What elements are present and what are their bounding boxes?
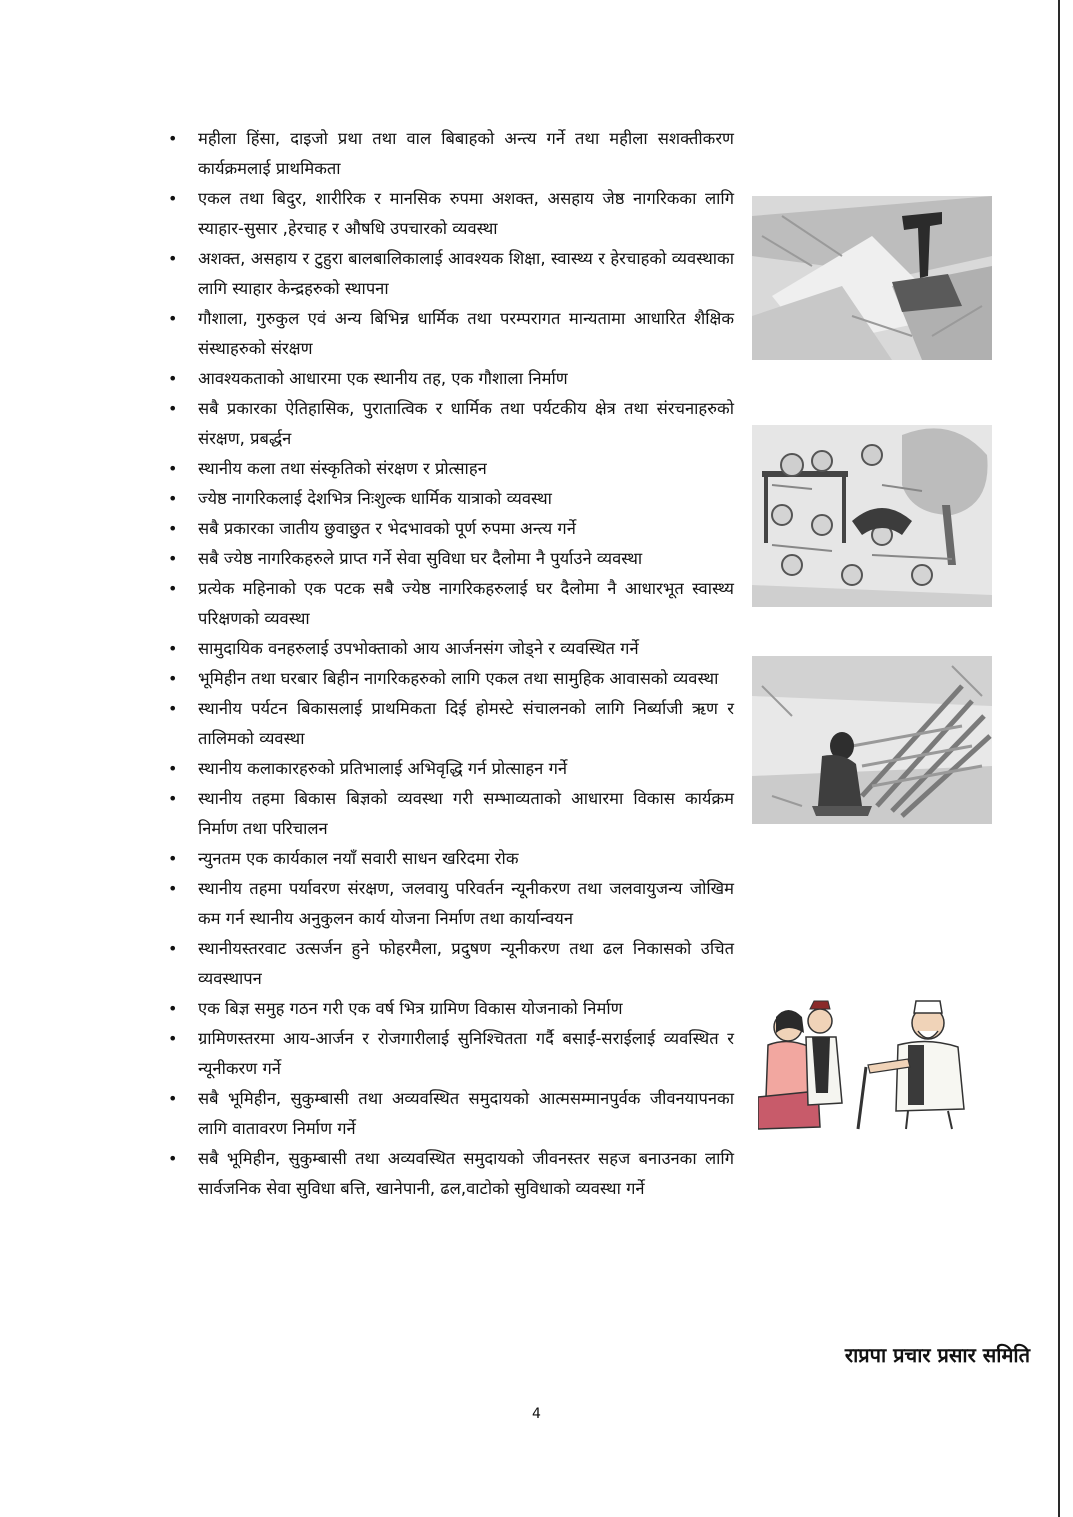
list-item: • महीला हिंसा, दाइजो प्रथा तथा वाल बिबाहको अन्त्य गर्ने तथा महीला सशक्तीकरण कार्यक्रमलाई प्राथमिकता [168, 124, 734, 184]
list-item: • सबै प्रकारका जातीय छुवाछुत र भेदभावको पूर्ण रुपमा अन्त्य गर्ने [168, 514, 734, 544]
list-item: • प्रत्येक महिनाको एक पटक सबै ज्येष्ठ नागरिकहरुलाई घर दैलोमा नै आधारभूत स्वास्थ्य परिक्षणको व्यवस्था [168, 574, 734, 634]
page-number: 4 [532, 1406, 541, 1422]
list-item: • सबै भूमिहीन, सुकुम्बासी तथा अव्यवस्थित समुदायको जीवनस्तर सहज बनाउनका लागि सार्वजनिक सेवा सुविधा बत्ति, खानेपानी, ढल,वाटोको सुविधाको व्यवस्था गर्ने [168, 1144, 734, 1204]
list-item: • स्थानीयस्तरवाट उत्सर्जन हुने फोहरमैला, प्रदुषण न्यूनीकरण तथा ढल निकासको उचित व्यवस्थापन [168, 934, 734, 994]
list-item: • स्थानीय पर्यटन बिकासलाई प्राथमिकता दिई होमस्टे संचालनको लागि निर्ब्याजी ऋण र तालिमको व्यवस्था [168, 694, 734, 754]
list-item: • आवश्यकताको आधारमा एक स्थानीय तह, एक गौशाला निर्माण [168, 364, 734, 394]
elderly-people-sketch-image [758, 993, 994, 1131]
list-item: • स्थानीय कलाकारहरुको प्रतिभालाई अभिवृद्धि गर्न प्रोत्साहन गर्ने [168, 754, 734, 784]
list-item: • ग्रामिणस्तरमा आय-आर्जन र रोजगारीलाई सुनिश्चितता गर्दै बसाईं-सराईलाई व्यवस्थित र न्यूनीकरण गर्ने [168, 1024, 734, 1084]
list-item: • गौशाला, गुरुकुल एवं अन्य बिभिन्न धार्मिक तथा परम्परागत मान्यतामा आधारित शैक्षिक संस्थाहरुको संरक्षण [168, 304, 734, 364]
school-children-sketch-image [752, 425, 992, 607]
list-item: • सबै ज्येष्ठ नागरिकहरुले प्राप्त गर्ने सेवा सुविधा घर दैलोमा नै पुर्याउने व्यवस्था [168, 544, 734, 574]
list-item: • स्थानीय तहमा बिकास बिज्ञको व्यवस्था गरी सम्भाव्यताको आधारमा विकास कार्यक्रम निर्माण तथा परिचालन [168, 784, 734, 844]
list-item: • अशक्त, असहाय र टुहुरा बालबालिकालाई आवश्यक शिक्षा, स्वास्थ्य र हेरचाहको व्यवस्थाका लागि स्याहार केन्द्रहरुको स्थापना [168, 244, 734, 304]
list-item: • सामुदायिक वनहरुलाई उपभोक्ताको आय आर्जनसंग जोड्ने र व्यवस्थित गर्ने [168, 634, 734, 664]
list-item: • स्थानीय तहमा पर्यावरण संरक्षण, जलवायु परिवर्तन न्यूनीकरण तथा जलवायुजन्य जोखिम कम गर्न स्थानीय अनुकुलन कार्य योजना निर्माण तथा कार्यान्वयन [168, 874, 734, 934]
list-item: • ज्येष्ठ नागरिकलाई देशभित्र निःशुल्क धार्मिक यात्राको व्यवस्था [168, 484, 734, 514]
list-item: • न्युनतम एक कार्यकाल नयाँ सवारी साधन खरिदमा रोक [168, 844, 734, 874]
page-border-line [1058, 0, 1060, 1517]
bullet-list-section [168, 124, 734, 1204]
list-item: • सबै भूमिहीन, सुकुम्बासी तथा अव्यवस्थित समुदायको आत्मसम्मानपुर्वक जीवनयापनका लागि वातावरण निर्माण गर्ने [168, 1084, 734, 1144]
weaving-sketch-image [752, 656, 992, 824]
list-item: • सबै प्रकारका ऐतिहासिक, पुरातात्विक र धार्मिक तथा पर्यटकीय क्षेत्र तथा संरचनाहरुको संरक्षण, प्रबर्द्धन [168, 394, 734, 454]
pillar-sketch-image [752, 196, 992, 360]
committee-signature: राप्रपा प्रचार प्रसार समिति [844, 1343, 1030, 1367]
list-item: • एकल तथा बिदुर, शारीरिक र मानसिक रुपमा अशक्त, असहाय जेष्ठ नागरिकका लागि स्याहार-सुसार ,हेरचाह र औषधि उपचारको व्यवस्था [168, 184, 734, 244]
list-item: • भूमिहीन तथा घरबार बिहीन नागरिकहरुको लागि एकल तथा सामुहिक आवासको व्यवस्था [168, 664, 734, 694]
list-item: • एक बिज्ञ समुह गठन गरी एक वर्ष भित्र ग्रामिण विकास योजनाको निर्माण [168, 994, 734, 1024]
list-item: • स्थानीय कला तथा संस्कृतिको संरक्षण र प्रोत्साहन [168, 454, 734, 484]
bullet-list [168, 124, 734, 1204]
